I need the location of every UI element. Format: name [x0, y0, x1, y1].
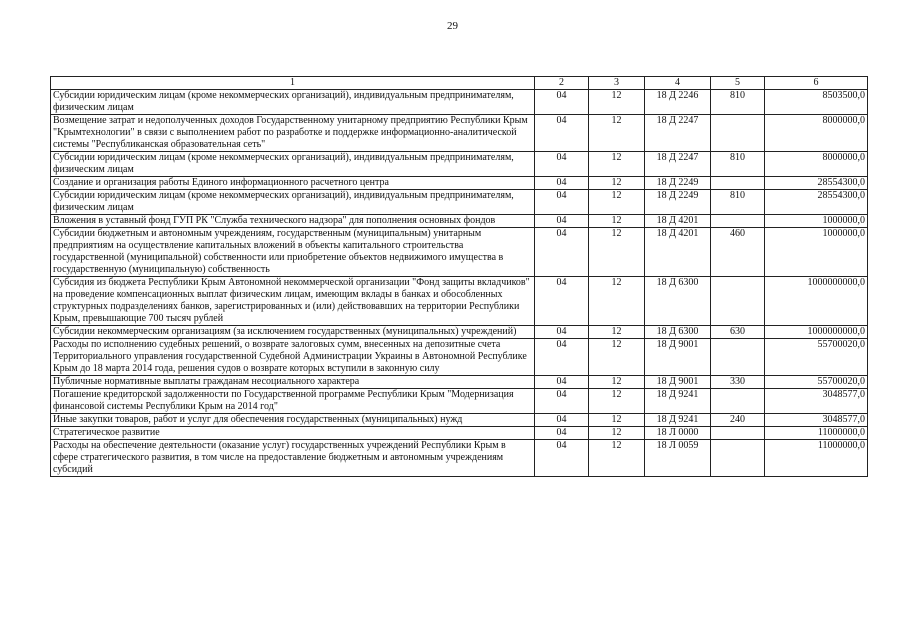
row-section-code: 04	[535, 339, 589, 376]
row-expense-type-code: 810	[711, 152, 765, 177]
row-amount: 28554300,0	[765, 190, 868, 215]
row-target-code: 18 Д 9241	[645, 414, 711, 427]
row-description: Субсидии юридическим лицам (кроме некоммерческих организаций), индивидуальным предпринимателям, физическим лицам	[51, 90, 535, 115]
column-header: 6	[765, 77, 868, 90]
row-description: Погашение кредиторской задолженности по Государственной программе Республики Крым "Модернизация финансовой системы Республики Крым на 2014 год"	[51, 389, 535, 414]
row-section-code: 04	[535, 414, 589, 427]
row-expense-type-code: 330	[711, 376, 765, 389]
row-amount: 1000000000,0	[765, 326, 868, 339]
table-row	[51, 389, 868, 414]
row-description: Субсидии юридическим лицам (кроме некоммерческих организаций), индивидуальным предпринимателям, физическим лицам	[51, 190, 535, 215]
row-expense-type-code	[711, 177, 765, 190]
row-expense-type-code: 810	[711, 190, 765, 215]
row-description: Расходы на обеспечение деятельности (оказание услуг) государственных учреждений Республики Крым в сфере стратегического развития, в том числе на предоставление бюджетным и автономным учреждениям субсидий	[51, 440, 535, 477]
table-row	[51, 326, 868, 339]
row-target-code: 18 Д 4201	[645, 215, 711, 228]
row-expense-type-code: 630	[711, 326, 765, 339]
row-subsection-code: 12	[589, 152, 645, 177]
row-amount: 3048577,0	[765, 414, 868, 427]
row-expense-type-code	[711, 440, 765, 477]
row-description: Вложения в уставный фонд ГУП РК "Служба технического надзора" для пополнения основных фондов	[51, 215, 535, 228]
row-target-code: 18 Д 6300	[645, 277, 711, 326]
table-row	[51, 376, 868, 389]
row-description: Возмещение затрат и недополученных доходов Государственному унитарному предприятию Республики Крым "Крымтехнологии" в связи с выполнением работ по разработке и поддержке информационно-аналитической системы "Республиканская образовательная сеть"	[51, 115, 535, 152]
row-section-code: 04	[535, 228, 589, 277]
row-subsection-code: 12	[589, 228, 645, 277]
row-target-code: 18 Д 2249	[645, 177, 711, 190]
row-subsection-code: 12	[589, 215, 645, 228]
row-amount: 8503500,0	[765, 90, 868, 115]
row-amount: 55700020,0	[765, 376, 868, 389]
row-subsection-code: 12	[589, 339, 645, 376]
row-section-code: 04	[535, 215, 589, 228]
row-expense-type-code	[711, 115, 765, 152]
row-expense-type-code: 240	[711, 414, 765, 427]
row-section-code: 04	[535, 440, 589, 477]
row-expense-type-code	[711, 427, 765, 440]
row-description: Субсидия из бюджета Республики Крым Автономной некоммерческой организации "Фонд защиты вкладчиков" на проведение компенсационных выплат физическим лицам, имеющим вклады в банках и обособленных структурных подразделениях банков, зарегистрированных и (или) действовавших на территории Республики Крым, превышающие 700 тысяч рублей	[51, 277, 535, 326]
row-expense-type-code	[711, 389, 765, 414]
row-subsection-code: 12	[589, 389, 645, 414]
column-header: 5	[711, 77, 765, 90]
row-amount: 8000000,0	[765, 152, 868, 177]
row-subsection-code: 12	[589, 177, 645, 190]
table-row	[51, 277, 868, 326]
row-amount: 28554300,0	[765, 177, 868, 190]
row-description: Публичные нормативные выплаты гражданам несоциального характера	[51, 376, 535, 389]
row-description: Иные закупки товаров, работ и услуг для обеспечения государственных (муниципальных) нужд	[51, 414, 535, 427]
row-expense-type-code	[711, 277, 765, 326]
table-row	[51, 177, 868, 190]
table-row	[51, 228, 868, 277]
table-row	[51, 90, 868, 115]
row-expense-type-code: 810	[711, 90, 765, 115]
row-subsection-code: 12	[589, 414, 645, 427]
row-description: Субсидии юридическим лицам (кроме некоммерческих организаций), индивидуальным предпринимателям, физическим лицам	[51, 152, 535, 177]
table-row	[51, 190, 868, 215]
row-subsection-code: 12	[589, 326, 645, 339]
row-expense-type-code	[711, 215, 765, 228]
table-row	[51, 414, 868, 427]
table-row	[51, 152, 868, 177]
column-header: 3	[589, 77, 645, 90]
row-amount: 1000000000,0	[765, 277, 868, 326]
row-description: Субсидии бюджетным и автономным учреждениям, государственным (муниципальным) унитарным предприятиям на осуществление капитальных вложений в объекты капитального строительства государственной (муниципальной) собственности или приобретение объектов недвижимого имущества в государственную (муниципальную) собственность	[51, 228, 535, 277]
row-subsection-code: 12	[589, 440, 645, 477]
row-section-code: 04	[535, 389, 589, 414]
table-row	[51, 215, 868, 228]
row-target-code: 18 Л 0000	[645, 427, 711, 440]
row-expense-type-code	[711, 339, 765, 376]
table-row	[51, 440, 868, 477]
row-section-code: 04	[535, 277, 589, 326]
row-target-code: 18 Д 2246	[645, 90, 711, 115]
row-subsection-code: 12	[589, 427, 645, 440]
row-section-code: 04	[535, 326, 589, 339]
column-header: 2	[535, 77, 589, 90]
table-body	[51, 90, 868, 477]
row-subsection-code: 12	[589, 115, 645, 152]
row-subsection-code: 12	[589, 277, 645, 326]
table-header-row	[51, 77, 868, 90]
row-target-code: 18 Д 9241	[645, 389, 711, 414]
budget-table	[50, 76, 868, 477]
row-section-code: 04	[535, 115, 589, 152]
table-row	[51, 339, 868, 376]
row-section-code: 04	[535, 90, 589, 115]
table-row	[51, 115, 868, 152]
row-amount: 11000000,0	[765, 440, 868, 477]
row-section-code: 04	[535, 177, 589, 190]
row-description: Стратегическое развитие	[51, 427, 535, 440]
row-section-code: 04	[535, 427, 589, 440]
row-target-code: 18 Д 2247	[645, 115, 711, 152]
row-amount: 55700020,0	[765, 339, 868, 376]
row-amount: 1000000,0	[765, 228, 868, 277]
page-number: 29	[447, 20, 458, 32]
table-row	[51, 427, 868, 440]
row-description: Субсидии некоммерческим организациям (за исключением государственных (муниципальных) учреждений)	[51, 326, 535, 339]
row-target-code: 18 Д 9001	[645, 376, 711, 389]
row-target-code: 18 Д 4201	[645, 228, 711, 277]
row-description: Расходы по исполнению судебных решений, о возврате залоговых сумм, внесенных на депозитные счета Территориального управления государственной Судебной Администрации Украины в Автономной Республике Крым до 18 марта 2014 года, решения судов о возврате которых вступили в законную силу	[51, 339, 535, 376]
row-description: Создание и организация работы Единого информационного расчетного центра	[51, 177, 535, 190]
row-subsection-code: 12	[589, 90, 645, 115]
row-section-code: 04	[535, 190, 589, 215]
row-subsection-code: 12	[589, 376, 645, 389]
row-section-code: 04	[535, 376, 589, 389]
row-section-code: 04	[535, 152, 589, 177]
row-amount: 8000000,0	[765, 115, 868, 152]
row-target-code: 18 Л 0059	[645, 440, 711, 477]
row-amount: 3048577,0	[765, 389, 868, 414]
column-header: 1	[51, 77, 535, 90]
row-amount: 1000000,0	[765, 215, 868, 228]
row-expense-type-code: 460	[711, 228, 765, 277]
row-target-code: 18 Д 2249	[645, 190, 711, 215]
row-subsection-code: 12	[589, 190, 645, 215]
row-target-code: 18 Д 2247	[645, 152, 711, 177]
row-amount: 11000000,0	[765, 427, 868, 440]
row-target-code: 18 Д 6300	[645, 326, 711, 339]
column-header: 4	[645, 77, 711, 90]
row-target-code: 18 Д 9001	[645, 339, 711, 376]
